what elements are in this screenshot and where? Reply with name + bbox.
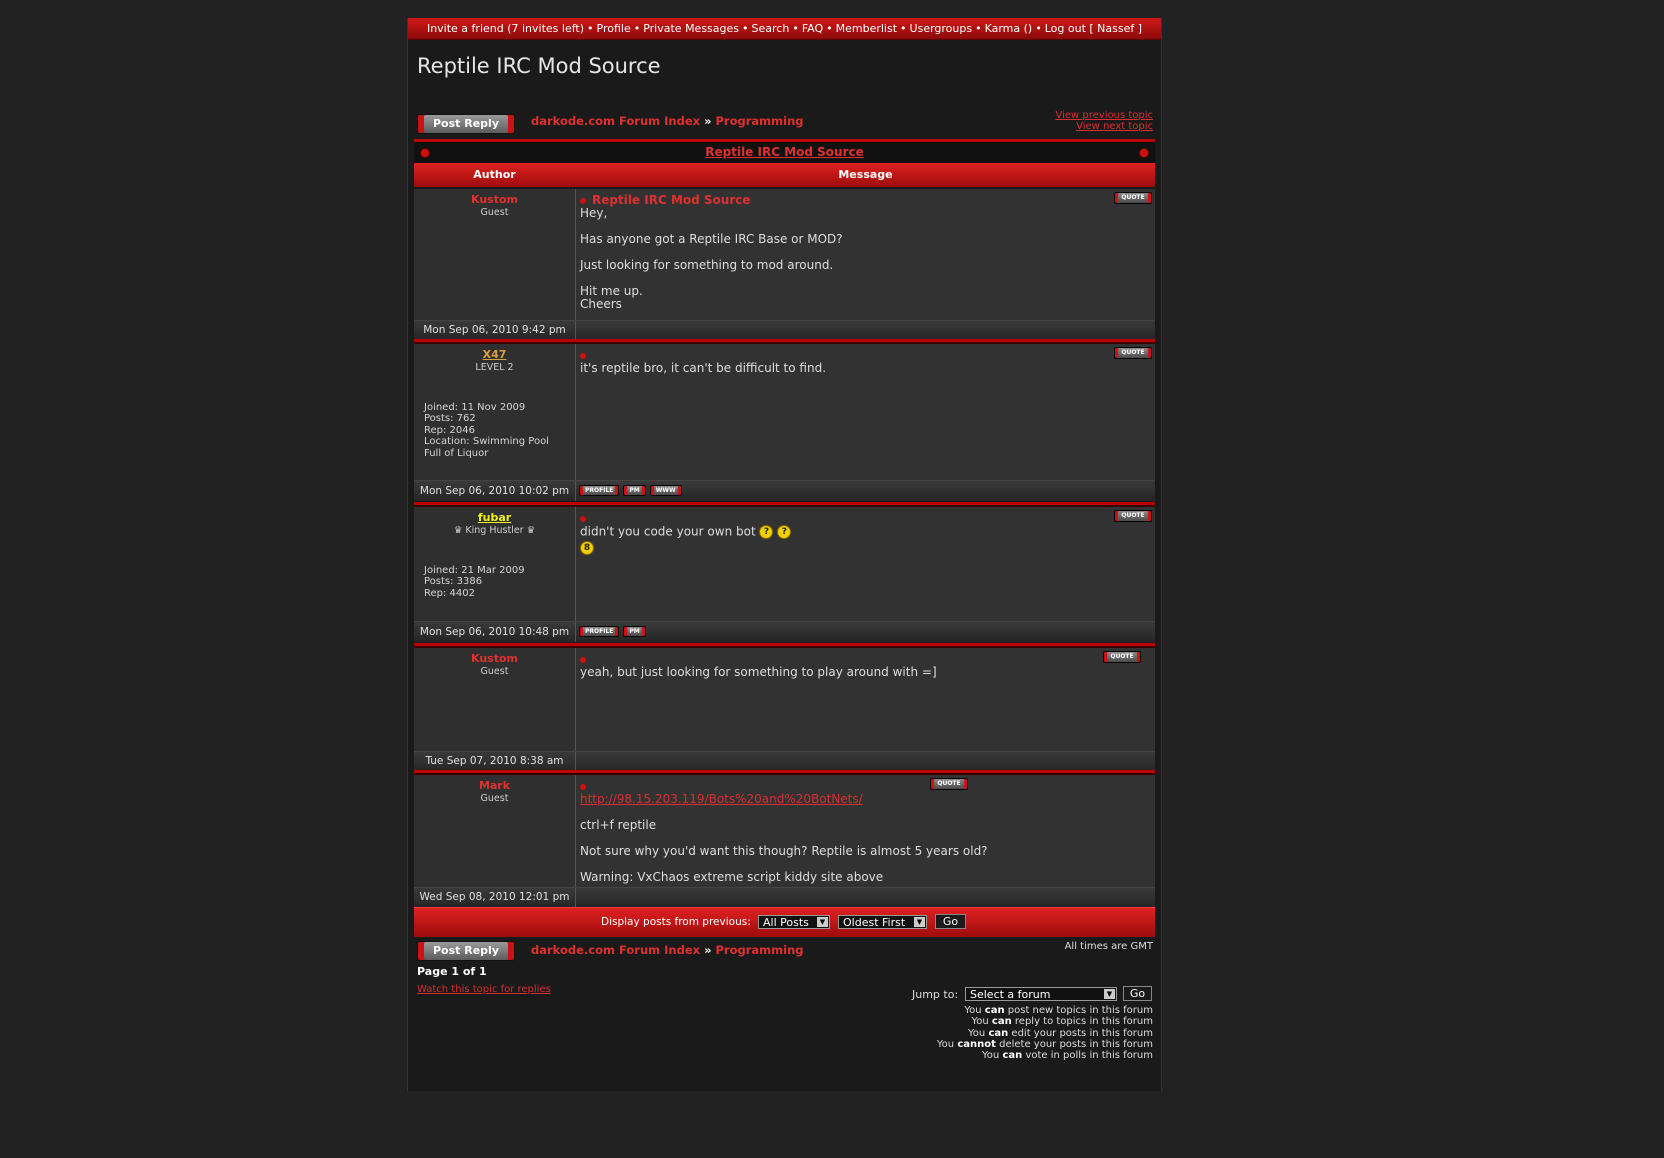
post-author-panel [414, 507, 576, 621]
author-location-cont: Full of Liquor [424, 447, 489, 459]
forum-permissions [937, 1005, 1153, 1061]
post-date: Wed Sep 08, 2010 12:01 pm [414, 888, 576, 907]
post-author-panel [414, 775, 576, 887]
previous-topic-link[interactable]: View previous topic [1055, 110, 1153, 121]
jump-to-value: Select a forum [970, 988, 1051, 1001]
breadcrumb-forum[interactable]: Programming [715, 114, 804, 128]
www-button[interactable]: WWW [650, 485, 682, 496]
topic-navigation [1055, 110, 1153, 132]
sort-order-select[interactable] [838, 915, 927, 929]
post-message [576, 189, 1155, 320]
topic-title-bar [414, 139, 1155, 164]
post-actions [576, 622, 647, 637]
post-reply-button[interactable]: Post Reply [417, 114, 515, 134]
display-go-button[interactable]: Go [935, 914, 966, 929]
post-text: didn't you code your own bot [580, 524, 756, 539]
post [414, 344, 1155, 500]
permission-line: You can vote in polls in this forum [982, 1050, 1153, 1062]
breadcrumb-forum-index[interactable]: darkode.com Forum Index [531, 943, 701, 957]
post [414, 507, 1155, 641]
post-footer [414, 621, 1155, 642]
post [414, 189, 1155, 339]
cool-smiley-icon: 8 [580, 541, 594, 555]
quote-button[interactable]: QUOTE [1114, 510, 1152, 522]
author-rank: Guest [480, 793, 509, 804]
nav-invite[interactable]: Invite a friend (7 invites left) [426, 22, 585, 35]
post-message [576, 648, 1155, 751]
watch-topic-link[interactable]: Watch this topic for replies [417, 984, 551, 995]
post-subject [580, 779, 1155, 793]
nav-sep: • [826, 22, 833, 35]
pm-button[interactable]: PM [623, 485, 645, 496]
display-label: Display posts from previous: [601, 916, 751, 928]
breadcrumb-forum[interactable]: Programming [715, 943, 804, 957]
author-name[interactable]: Mark [478, 779, 511, 792]
nav-sep: • [587, 22, 594, 35]
chevron-down-icon: ▼ [1104, 989, 1115, 999]
post-icon [580, 657, 586, 663]
author-rank: ♛ King Hustler ♛ [453, 525, 536, 536]
post-reply-button-bottom[interactable]: Post Reply [417, 941, 515, 961]
column-headers [414, 163, 1155, 187]
author-info [424, 565, 525, 599]
post-line: Warning: VxChaos extreme script kiddy site above [580, 870, 884, 884]
permission-line: You can post new topics in this forum [964, 1005, 1153, 1016]
post-subject [580, 193, 1155, 207]
next-topic-link[interactable]: View next topic [1076, 121, 1153, 132]
post-icon [580, 784, 586, 790]
post-line: Hey, [580, 206, 608, 220]
post-icon [580, 353, 586, 359]
pagination: Page 1 of 1 [417, 965, 487, 978]
display-options-bar [414, 907, 1155, 937]
quote-button[interactable]: QUOTE [1103, 651, 1141, 663]
pm-button[interactable]: PM [623, 626, 645, 637]
top-nav [408, 18, 1161, 40]
post-link[interactable]: http://98.15.203.119/Bots%20and%20BotNets/ [580, 792, 863, 806]
nav-search[interactable]: Search [751, 22, 790, 35]
quote-button[interactable]: QUOTE [930, 778, 968, 790]
author-name[interactable]: fubar [477, 511, 512, 524]
post [414, 648, 1155, 770]
timezone-note: All times are GMT [1064, 941, 1153, 952]
post-date: Mon Sep 06, 2010 10:48 pm [414, 622, 576, 642]
post-message [576, 507, 1155, 621]
post-separator [414, 502, 1155, 505]
post-separator [414, 339, 1155, 342]
nav-usergroups[interactable]: Usergroups [909, 22, 973, 35]
post-body [580, 207, 1155, 311]
author-name[interactable]: X47 [482, 348, 507, 361]
breadcrumb-forum-index[interactable]: darkode.com Forum Index [531, 114, 701, 128]
author-name[interactable]: Kustom [471, 652, 518, 665]
post-date: Tue Sep 07, 2010 8:38 am [414, 752, 576, 771]
post-author-panel [414, 344, 576, 480]
post-separator [414, 643, 1155, 646]
post-footer [414, 887, 1155, 907]
post-body: it's reptile bro, it can't be difficult to find. [580, 361, 827, 375]
breadcrumb-sep: » [704, 943, 712, 957]
post-message [576, 344, 1155, 480]
post-footer [414, 480, 1155, 501]
author-name[interactable]: Kustom [471, 193, 518, 206]
breadcrumb-bottom [531, 943, 804, 957]
post-subject [580, 511, 1155, 525]
post-author-panel [414, 189, 576, 320]
topic-title-link[interactable]: Reptile IRC Mod Source [705, 145, 864, 159]
post-icon [580, 198, 586, 204]
breadcrumb-sep: » [704, 114, 712, 128]
post-icon [580, 516, 586, 522]
nav-sep: • [792, 22, 799, 35]
post-separator [414, 770, 1155, 773]
posts-range-value: All Posts [763, 916, 809, 929]
breadcrumb [531, 114, 804, 128]
post-body [580, 525, 1155, 555]
post-line: Cheers [580, 297, 622, 311]
quote-button[interactable]: QUOTE [1114, 192, 1152, 204]
nav-karma[interactable]: Karma () [984, 22, 1033, 35]
jump-go-button[interactable]: Go [1123, 986, 1152, 1001]
author-rep: Rep: 2046 [424, 424, 475, 436]
page-title: Reptile IRC Mod Source [417, 54, 661, 78]
chevron-down-icon: ▼ [914, 917, 925, 927]
post-message [576, 775, 1155, 887]
nav-private-messages[interactable]: Private Messages [643, 22, 740, 35]
post-line: Not sure why you'd want this though? Reptile is almost 5 years old? [580, 844, 988, 858]
quote-button[interactable]: QUOTE [1114, 347, 1152, 359]
post-date: Mon Sep 06, 2010 10:02 pm [414, 481, 576, 501]
nav-logout[interactable]: Log out [ Nassef ] [1044, 22, 1143, 35]
post-subject [580, 348, 1155, 362]
permission-line: You can edit your posts in this forum [968, 1027, 1153, 1039]
post-line: Hit me up. [580, 284, 643, 298]
author-rank: Guest [480, 207, 509, 218]
jump-to-select[interactable] [965, 987, 1117, 1001]
bar-dot-icon [420, 148, 430, 158]
author-rank: LEVEL 2 [475, 362, 514, 373]
chevron-down-icon: ▼ [817, 917, 828, 927]
post-line: Has anyone got a Reptile IRC Base or MOD? [580, 232, 843, 246]
post [414, 775, 1155, 906]
post-body [580, 793, 1155, 884]
profile-button[interactable]: PROFILE [579, 485, 619, 496]
author-location: Location: Swimming Pool [424, 436, 549, 448]
author-joined: Joined: 11 Nov 2009 [424, 402, 526, 413]
nav-sep: • [1035, 22, 1042, 35]
author-joined: Joined: 21 Mar 2009 [424, 565, 525, 576]
post-subject-text: Reptile IRC Mod Source [592, 193, 751, 207]
author-rank: Guest [480, 666, 509, 677]
post-line: ctrl+f reptile [580, 818, 657, 832]
post-footer [414, 751, 1155, 771]
post-subject [580, 652, 1155, 666]
question-smiley-icon: ? [759, 525, 773, 539]
nav-faq[interactable]: FAQ [801, 22, 824, 35]
nav-profile[interactable]: Profile [596, 22, 631, 35]
author-info [424, 402, 549, 459]
post-line: Just looking for something to mod around. [580, 258, 834, 272]
post-body: yeah, but just looking for something to play around with =] [580, 665, 937, 679]
post-footer [414, 320, 1155, 339]
nav-sep: • [975, 22, 982, 35]
profile-button[interactable]: PROFILE [579, 626, 619, 637]
question-smiley-icon: ? [777, 525, 791, 539]
author-rep: Rep: 4402 [424, 587, 475, 599]
author-posts: Posts: 3386 [424, 576, 483, 588]
message-column-header: Message [838, 168, 893, 181]
author-posts: Posts: 762 [424, 413, 476, 425]
nav-sep: • [633, 22, 641, 35]
permission-line: You can reply to topics in this forum [971, 1016, 1153, 1028]
posts-range-select[interactable] [758, 915, 830, 929]
permission-line: You cannot delete your posts in this forum [936, 1038, 1153, 1050]
nav-sep: • [900, 22, 907, 35]
nav-sep: • [742, 22, 749, 35]
nav-memberlist[interactable]: Memberlist [835, 22, 898, 35]
bar-dot-icon [1139, 148, 1149, 158]
post-author-panel [414, 648, 576, 751]
author-column-header: Author [473, 168, 516, 181]
post-actions [576, 481, 683, 496]
forum-wrapper [407, 18, 1162, 1091]
jump-to-label: Jump to: [912, 988, 959, 1001]
sort-order-value: Oldest First [843, 916, 906, 929]
post-date: Mon Sep 06, 2010 9:42 pm [414, 321, 576, 339]
